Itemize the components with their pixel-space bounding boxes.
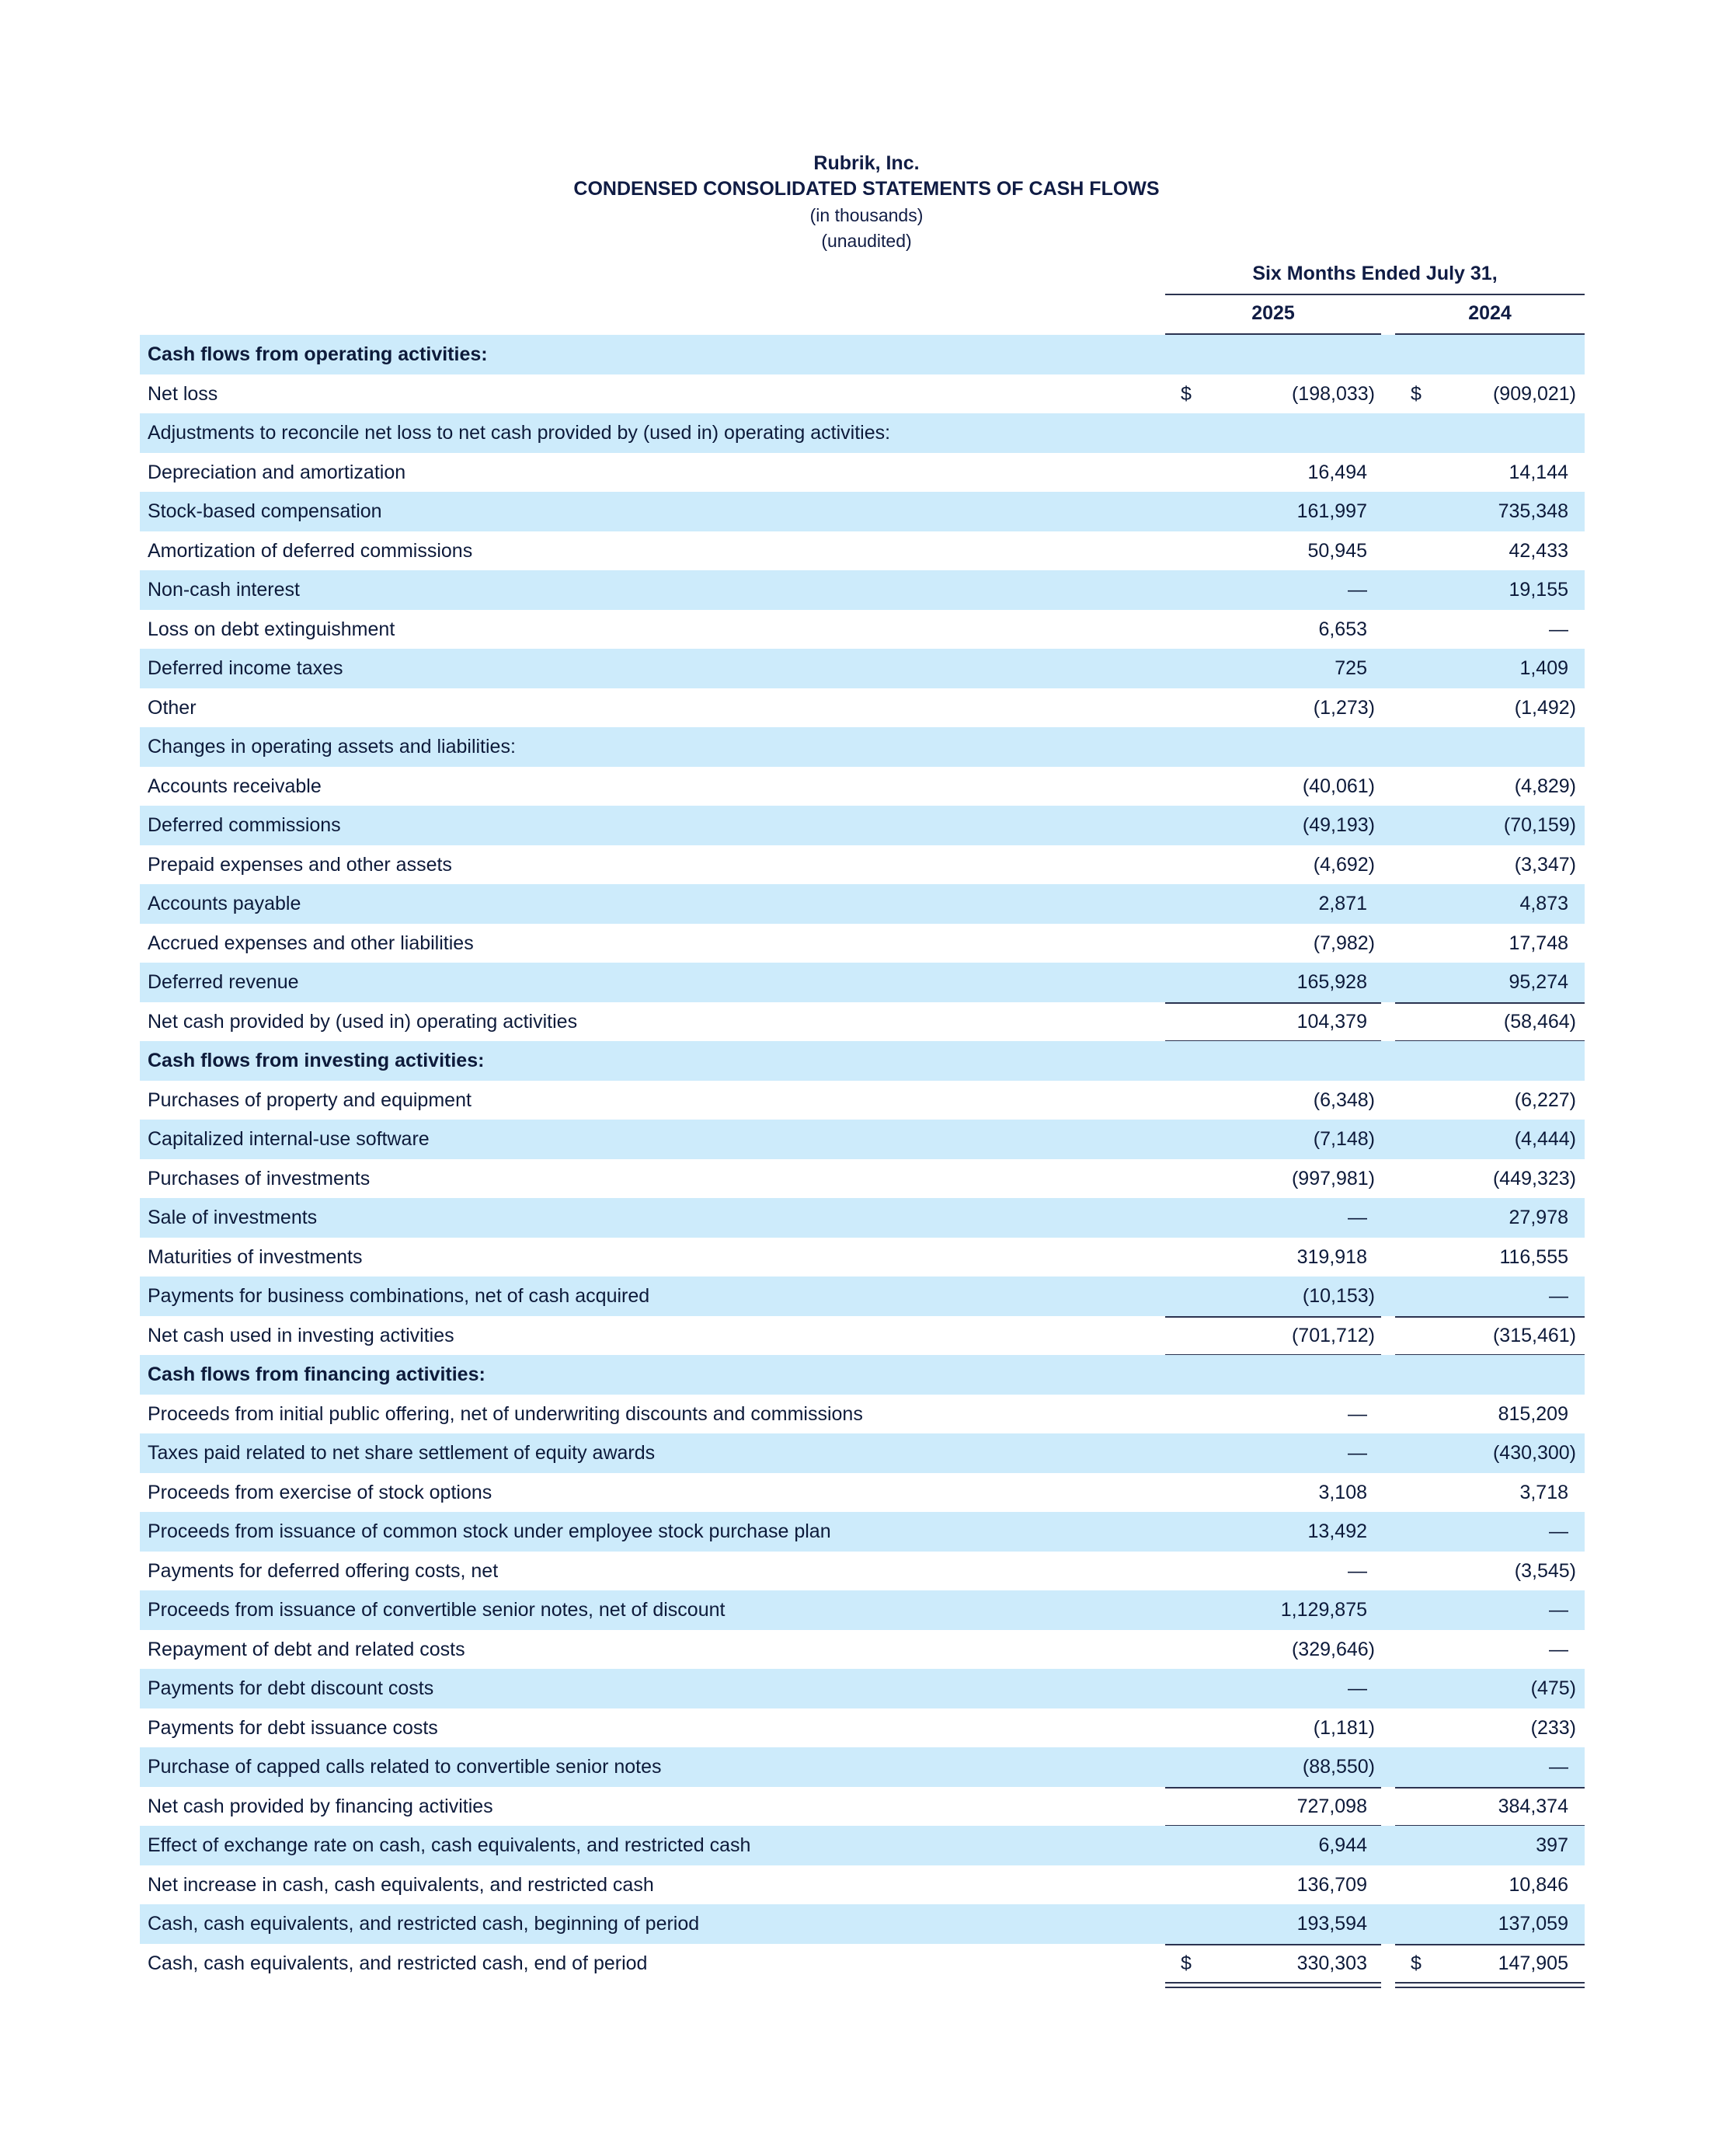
table-row xyxy=(140,1238,1585,1277)
table-row xyxy=(140,1316,1585,1356)
row-label: Taxes paid related to net share settlement of equity awards xyxy=(148,1442,656,1464)
value-2025: (6,348) xyxy=(1313,1088,1375,1111)
value-2024: (233) xyxy=(1530,1716,1576,1739)
value-2025: 193,594 xyxy=(1296,1913,1367,1935)
row-label: Cash flows from operating activities: xyxy=(148,343,488,365)
value-2024: — xyxy=(1549,1756,1568,1778)
value-2025: (198,033) xyxy=(1291,382,1375,405)
row-label: Accounts payable xyxy=(148,893,301,914)
table-row xyxy=(140,924,1585,963)
row-label: Proceeds from issuance of common stock under employee stock purchase plan xyxy=(148,1520,831,1542)
table-row xyxy=(140,374,1585,414)
value-2025: (40,061) xyxy=(1302,775,1375,797)
table-row xyxy=(140,1395,1585,1434)
table-row xyxy=(140,1826,1585,1865)
table-row xyxy=(140,727,1585,767)
section-header-row xyxy=(140,1355,1585,1395)
row-label: Accounts receivable xyxy=(148,775,322,797)
subtotal-rule xyxy=(1395,1944,1585,1945)
row-label: Net increase in cash, cash equivalents, and restricted cash xyxy=(148,1873,654,1896)
value-2024: 815,209 xyxy=(1498,1402,1568,1425)
table-row xyxy=(140,806,1585,845)
table-row xyxy=(140,531,1585,571)
row-label: Other xyxy=(148,696,197,719)
value-2025: (1,273) xyxy=(1313,696,1375,719)
table-row xyxy=(140,1747,1585,1787)
value-2024: (4,444) xyxy=(1514,1128,1576,1150)
dollar-sign: $ xyxy=(1181,1952,1192,1974)
table-row xyxy=(140,1630,1585,1670)
table-row xyxy=(140,1865,1585,1905)
table-row xyxy=(140,1904,1585,1944)
period-header: Six Months Ended July 31, xyxy=(1252,263,1498,284)
period-underline xyxy=(1165,294,1585,295)
row-label: Proceeds from exercise of stock options xyxy=(148,1481,492,1503)
row-label: Accrued expenses and other liabilities xyxy=(148,932,474,954)
value-2024: — xyxy=(1549,1599,1568,1621)
subtotal-rule xyxy=(1165,1316,1381,1318)
row-label: Cash, cash equivalents, and restricted cash, end of period xyxy=(148,1952,648,1974)
value-2025: (997,981) xyxy=(1291,1167,1375,1189)
subtotal-rule xyxy=(1395,1316,1585,1318)
table-row xyxy=(140,1002,1585,1042)
value-2024: — xyxy=(1549,1638,1568,1660)
value-2024: (430,300) xyxy=(1492,1442,1576,1464)
value-2024: (315,461) xyxy=(1492,1324,1576,1346)
value-2024: (4,829) xyxy=(1514,775,1576,797)
value-2024: (909,021) xyxy=(1492,382,1576,405)
value-2024: (449,323) xyxy=(1492,1167,1576,1189)
table-row xyxy=(140,1512,1585,1552)
value-2024: 1,409 xyxy=(1519,657,1568,679)
subtotal-rule xyxy=(1395,1787,1585,1789)
value-2025: 136,709 xyxy=(1296,1873,1367,1896)
value-2024: 384,374 xyxy=(1498,1795,1568,1817)
subtotal-rule xyxy=(1165,1944,1381,1945)
table-row xyxy=(140,1944,1585,1984)
value-2024: 42,433 xyxy=(1509,539,1568,562)
table-row xyxy=(140,1473,1585,1513)
row-label: Amortization of deferred commissions xyxy=(148,539,473,562)
table-row xyxy=(140,649,1585,688)
value-2025: — xyxy=(1348,1207,1367,1228)
row-label: Cash flows from investing activities: xyxy=(148,1050,485,1071)
table-row xyxy=(140,1198,1585,1238)
row-label: Net cash provided by financing activities xyxy=(148,1795,493,1817)
value-2024: (475) xyxy=(1530,1677,1576,1699)
value-2025: 50,945 xyxy=(1307,539,1367,562)
value-2025: (7,148) xyxy=(1313,1128,1375,1150)
value-2025: (701,712) xyxy=(1291,1324,1375,1346)
table-row xyxy=(140,1590,1585,1630)
row-label: Depreciation and amortization xyxy=(148,461,406,483)
value-2024: — xyxy=(1549,1520,1568,1542)
table-row xyxy=(140,884,1585,924)
row-label: Prepaid expenses and other assets xyxy=(148,853,452,876)
value-2024: (3,545) xyxy=(1514,1559,1576,1582)
value-2025: — xyxy=(1348,1677,1367,1699)
value-2025: 1,129,875 xyxy=(1280,1599,1367,1621)
table-row xyxy=(140,1708,1585,1748)
table-row xyxy=(140,492,1585,531)
row-label: Net cash used in investing activities xyxy=(148,1324,454,1346)
row-label: Deferred income taxes xyxy=(148,657,343,679)
table-row xyxy=(140,413,1585,453)
value-2024: (58,464) xyxy=(1503,1010,1576,1033)
value-2025: 725 xyxy=(1335,657,1367,679)
table-row xyxy=(140,1433,1585,1473)
value-2025: 330,303 xyxy=(1296,1952,1367,1974)
subtotal-rule xyxy=(1165,1002,1381,1004)
row-label: Maturities of investments xyxy=(148,1245,363,1268)
table-row xyxy=(140,1120,1585,1159)
row-label: Cash, cash equivalents, and restricted cash, beginning of period xyxy=(148,1913,700,1935)
table-row xyxy=(140,570,1585,610)
row-label: Payments for business combinations, net of cash acquired xyxy=(148,1285,650,1307)
value-2025: (49,193) xyxy=(1302,814,1375,836)
row-label: Non-cash interest xyxy=(148,579,300,601)
value-2025: — xyxy=(1348,1442,1367,1464)
table-row xyxy=(140,1669,1585,1708)
value-2025: — xyxy=(1348,579,1367,601)
value-2025: (7,982) xyxy=(1313,932,1375,954)
audit-note: (unaudited) xyxy=(821,231,912,251)
dollar-sign: $ xyxy=(1411,382,1422,405)
row-label: Deferred revenue xyxy=(148,971,299,993)
statement-title: CONDENSED CONSOLIDATED STATEMENTS OF CASH FLOWS xyxy=(573,178,1160,200)
value-2024: 10,846 xyxy=(1509,1873,1568,1896)
row-label: Proceeds from initial public offering, net of underwriting discounts and commissions xyxy=(148,1402,863,1425)
value-2024: 147,905 xyxy=(1498,1952,1568,1974)
dollar-sign: $ xyxy=(1411,1952,1422,1974)
value-2024: — xyxy=(1549,1285,1568,1307)
cash-flow-table xyxy=(140,335,1585,1983)
row-label: Purchases of investments xyxy=(148,1167,371,1189)
value-2025: 319,918 xyxy=(1296,1245,1367,1268)
value-2024: 14,144 xyxy=(1509,461,1568,483)
units-note: (in thousands) xyxy=(809,205,924,225)
row-label: Deferred commissions xyxy=(148,814,341,836)
value-2025: 727,098 xyxy=(1296,1795,1367,1817)
value-2025: (1,181) xyxy=(1313,1716,1375,1739)
value-2024: 27,978 xyxy=(1509,1207,1568,1228)
row-label: Payments for debt issuance costs xyxy=(148,1716,438,1739)
year-header-2025: 2025 xyxy=(1251,302,1295,324)
value-2024: 4,873 xyxy=(1519,893,1568,914)
row-label: Net loss xyxy=(148,382,218,405)
subtotal-rule xyxy=(1165,1787,1381,1789)
value-2025: 16,494 xyxy=(1307,461,1367,483)
table-row xyxy=(140,610,1585,650)
table-row xyxy=(140,1552,1585,1591)
value-2025: 3,108 xyxy=(1318,1481,1367,1503)
value-2024: 735,348 xyxy=(1498,500,1568,522)
value-2024: (1,492) xyxy=(1514,696,1576,719)
row-label: Payments for debt discount costs xyxy=(148,1677,434,1699)
subtotal-rule xyxy=(1395,1002,1585,1004)
value-2025: 2,871 xyxy=(1318,893,1367,914)
total-double-rule xyxy=(1395,1982,1585,1988)
value-2024: 19,155 xyxy=(1509,579,1568,601)
value-2025: (88,550) xyxy=(1302,1756,1375,1778)
value-2024: 17,748 xyxy=(1509,932,1568,954)
table-row xyxy=(140,767,1585,806)
value-2025: (329,646) xyxy=(1291,1638,1375,1660)
row-label: Changes in operating assets and liabilities: xyxy=(148,736,516,758)
value-2025: 6,944 xyxy=(1318,1834,1367,1856)
value-2024: (6,227) xyxy=(1514,1088,1576,1111)
table-row xyxy=(140,1159,1585,1199)
row-label: Cash flows from financing activities: xyxy=(148,1364,485,1385)
value-2025: 104,379 xyxy=(1296,1010,1367,1033)
table-row xyxy=(140,1081,1585,1120)
value-2024: 137,059 xyxy=(1498,1913,1568,1935)
value-2025: (4,692) xyxy=(1313,853,1375,876)
row-label: Capitalized internal-use software xyxy=(148,1128,430,1150)
value-2025: 161,997 xyxy=(1296,500,1367,522)
row-label: Payments for deferred offering costs, net xyxy=(148,1559,499,1582)
value-2025: 13,492 xyxy=(1307,1520,1367,1542)
total-double-rule xyxy=(1165,1982,1381,1988)
row-label: Purchases of property and equipment xyxy=(148,1088,472,1111)
row-label: Adjustments to reconcile net loss to net cash provided by (used in) operating activities: xyxy=(148,422,891,444)
table-row xyxy=(140,1277,1585,1316)
year-header-2024: 2024 xyxy=(1468,302,1512,324)
row-label: Loss on debt extinguishment xyxy=(148,618,395,640)
value-2024: (70,159) xyxy=(1503,814,1576,836)
value-2024: 397 xyxy=(1536,1834,1568,1856)
row-label: Repayment of debt and related costs xyxy=(148,1638,465,1660)
value-2025: — xyxy=(1348,1402,1367,1425)
value-2024: 3,718 xyxy=(1519,1481,1568,1503)
value-2025: 6,653 xyxy=(1318,618,1367,640)
row-label: Proceeds from issuance of convertible senior notes, net of discount xyxy=(148,1599,726,1621)
company-name: Rubrik, Inc. xyxy=(813,152,920,174)
table-row xyxy=(140,963,1585,1002)
section-header-row xyxy=(140,335,1585,374)
value-2024: 95,274 xyxy=(1509,971,1568,993)
row-label: Stock-based compensation xyxy=(148,500,382,522)
value-2025: 165,928 xyxy=(1296,971,1367,993)
value-2024: 116,555 xyxy=(1499,1245,1568,1268)
row-label: Purchase of capped calls related to convertible senior notes xyxy=(148,1756,662,1778)
value-2025: (10,153) xyxy=(1302,1285,1375,1307)
row-label: Sale of investments xyxy=(148,1207,318,1228)
value-2024: (3,347) xyxy=(1514,853,1576,876)
table-row xyxy=(140,453,1585,493)
table-row xyxy=(140,1787,1585,1827)
value-2025: — xyxy=(1348,1559,1367,1582)
value-2024: — xyxy=(1549,618,1568,640)
table-row xyxy=(140,845,1585,885)
row-label: Net cash provided by (used in) operating activities xyxy=(148,1010,578,1033)
row-label: Effect of exchange rate on cash, cash equivalents, and restricted cash xyxy=(148,1834,751,1856)
section-header-row xyxy=(140,1041,1585,1081)
table-row xyxy=(140,688,1585,728)
dollar-sign: $ xyxy=(1181,382,1192,405)
